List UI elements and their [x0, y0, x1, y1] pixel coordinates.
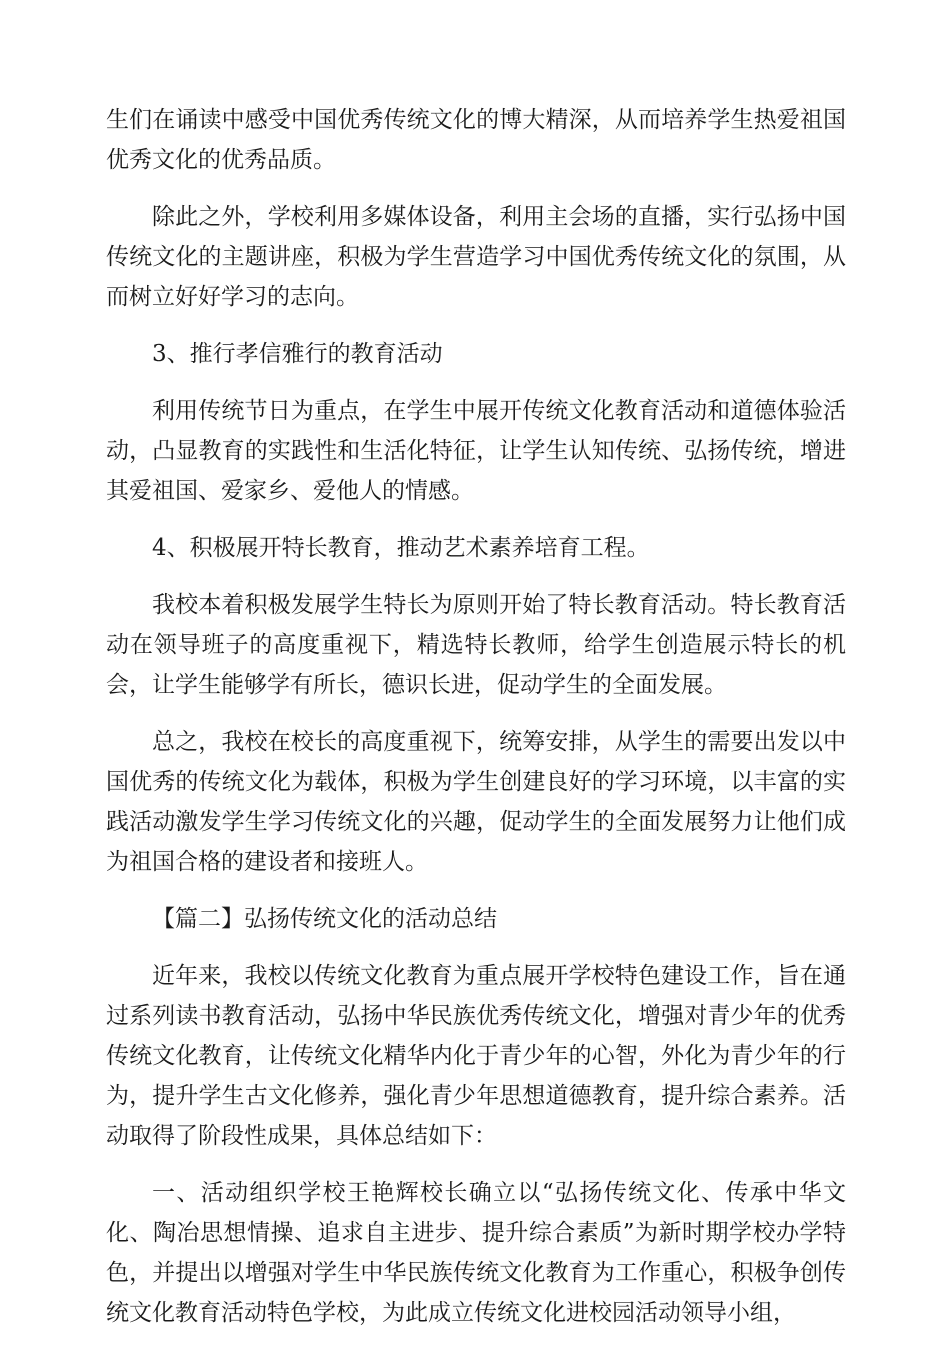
paragraph-summary: 总之，我校在校长的高度重视下，统筹安排，从学生的需要出发以中国优秀的传统文化为载体，积极为学生创建良好的学习环境，以丰富的实践活动激发学生学习传统文化的兴趣，促动学生的全面发展努力让他们成为祖国合格的建设者和接班人。	[106, 729, 846, 875]
paragraph-talent: 我校本着积极发展学生特长为原则开始了特长教育活动。特长教育活动在领导班子的高度重视下，精选特长教师，给学生创造展示特长的机会，让学生能够学有所长，德识长进，促动学生的全面发展。	[106, 592, 846, 698]
section-heading-3: 3、推行孝信雅行的教育活动	[152, 341, 443, 367]
paragraph-multimedia: 除此之外，学校利用多媒体设备，利用主会场的直播，实行弘扬中国传统文化的主题讲座，积极为学生营造学习中国优秀传统文化的氛围，从而树立好好学习的志向。	[106, 204, 846, 310]
part-two-heading: 【篇二】弘扬传统文化的活动总结	[152, 906, 497, 932]
paragraph-festivals: 利用传统节日为重点，在学生中展开传统文化教育活动和道德体验活动，凸显教育的实践性和生活化特征，让学生认知传统、弘扬传统，增进其爱祖国、爱家乡、爱他人的情感。	[106, 398, 846, 504]
document-page	[106, 100, 846, 1350]
section-heading-4: 4、积极展开特长教育，推动艺术素养培育工程。	[152, 535, 650, 561]
paragraph-organization: 一、活动组织学校王艳辉校长确立以“弘扬传统文化、传承中华文化、陶冶思想情操、追求自主进步、提升综合素质”为新时期学校办学特色，并提出以增强对学生中华民族传统文化教育为工作重心，积极争创传统文化教育活动特色学校，为此成立传统文化进校园活动领导小组，	[106, 1180, 846, 1326]
paragraph-recent: 近年来，我校以传统文化教育为重点展开学校特色建设工作，旨在通过系列读书教育活动，弘扬中华民族优秀传统文化，增强对青少年的优秀传统文化教育，让传统文化精华内化于青少年的心智，外化为青少年的行为，提升学生古文化修养，强化青少年思想道德教育，提升综合素养。活动取得了阶段性成果，具体总结如下：	[106, 963, 846, 1149]
paragraph-continuation: 生们在诵读中感受中国优秀传统文化的博大精深，从而培养学生热爱祖国优秀文化的优秀品质。	[106, 107, 846, 173]
